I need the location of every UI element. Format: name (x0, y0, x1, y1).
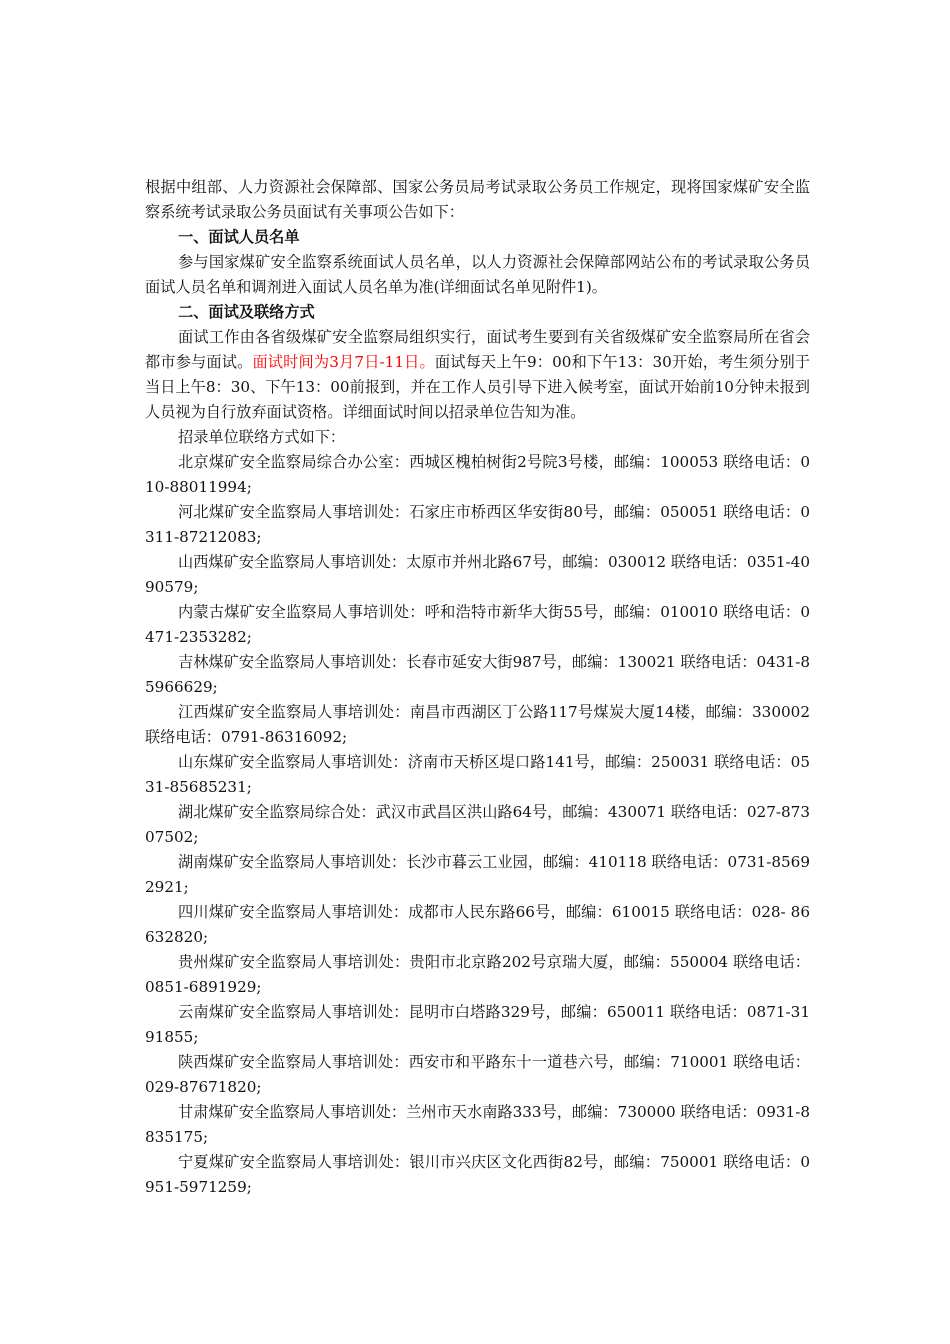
contact-entry-jilin: 吉林煤矿安全监察局人事培训处：长春市延安大街987号，邮编：130021 联络电话：0431-85966629; (145, 653, 810, 696)
contact-entry-gansu: 甘肃煤矿安全监察局人事培训处：兰州市天水南路333号，邮编：730000 联络电话：0931-8835175; (145, 1103, 810, 1146)
contact-entry-yunnan: 云南煤矿安全监察局人事培训处：昆明市白塔路329号，邮编：650011 联络电话：0871-3191855; (145, 1003, 810, 1046)
contact-entry-beijing: 北京煤矿安全监察局综合办公室：西城区槐柏树街2号院3号楼，邮编：100053 联络电话：010-88011994; (145, 453, 810, 496)
contact-entry-guizhou: 贵州煤矿安全监察局人事培训处：贵阳市北京路202号京瑞大厦，邮编：550004 联络电话：0851-6891929; (145, 953, 810, 996)
contacts-intro: 招录单位联络方式如下： (178, 428, 346, 446)
section-heading-interview-contact: 二、面试及联络方式 (178, 303, 315, 321)
interview-list-paragraph: 参与国家煤矿安全监察系统面试人员名单，以人力资源社会保障部网站公布的考试录取公务员面试人员名单和调剂进入面试人员名单为准(详细面试名单见附件1)。 (145, 253, 810, 296)
contact-entry-neimenggu: 内蒙古煤矿安全监察局人事培训处：呼和浩特市新华大街55号，邮编：010010 联络电话：0471-2353282; (145, 603, 810, 646)
interview-date-highlight: 面试时间为3月7日-11日。 (252, 353, 435, 371)
contact-entry-shandong: 山东煤矿安全监察局人事培训处：济南市天桥区堤口路141号，邮编：250031 联络电话：0531-85685231; (145, 753, 810, 796)
contact-entry-sichuan: 四川煤矿安全监察局人事培训处：成都市人民东路66号，邮编：610015 联络电话：028- 86632820; (145, 903, 810, 946)
announcement-document (145, 175, 810, 1200)
contact-entry-ningxia: 宁夏煤矿安全监察局人事培训处：银川市兴庆区文化西街82号，邮编：750001 联络电话：0951-5971259; (145, 1153, 810, 1196)
contact-entry-hubei: 湖北煤矿安全监察局综合处：武汉市武昌区洪山路64号，邮编：430071 联络电话：027-87307502; (145, 803, 810, 846)
contact-entry-jiangxi: 江西煤矿安全监察局人事培训处：南昌市西湖区丁公路117号煤炭大厦14楼，邮编：330002 联络电话：0791-86316092; (145, 703, 810, 746)
intro-paragraph: 根据中组部、人力资源社会保障部、国家公务员局考试录取公务员工作规定，现将国家煤矿安全监察系统考试录取公务员面试有关事项公告如下： (145, 178, 810, 221)
contact-entry-shaanxi: 陕西煤矿安全监察局人事培训处：西安市和平路东十一道巷六号，邮编：710001 联络电话：029-87671820; (145, 1053, 810, 1096)
section-heading-interview-list: 一、面试人员名单 (178, 228, 300, 246)
arrangement-text-part1: 面试工作由各省级煤矿安全监察局组织实行，面试考生要到有关省级煤矿安全监察局所在省会都市参与面试。 (145, 328, 810, 371)
arrangement-text-part2: 面试每天上午9：00和下午13：30开始，考生须分别于当日上午8：30、下午13：00前报到，并在工作人员引导下进入候考室，面试开始前10分钟未报到人员视为自行放弃面试资格。详细面试时间以招录单位告知为准。 (145, 353, 810, 421)
contact-entry-hebei: 河北煤矿安全监察局人事培训处：石家庄市桥西区华安街80号，邮编：050051 联络电话：0311-87212083; (145, 503, 810, 546)
contact-entry-shanxi: 山西煤矿安全监察局人事培训处：太原市并州北路67号，邮编：030012 联络电话：0351-4090579; (145, 553, 810, 596)
contact-entry-hunan: 湖南煤矿安全监察局人事培训处：长沙市暮云工业园，邮编：410118 联络电话：0731-85692921; (145, 853, 810, 896)
interview-arrangement-paragraph (145, 325, 810, 425)
